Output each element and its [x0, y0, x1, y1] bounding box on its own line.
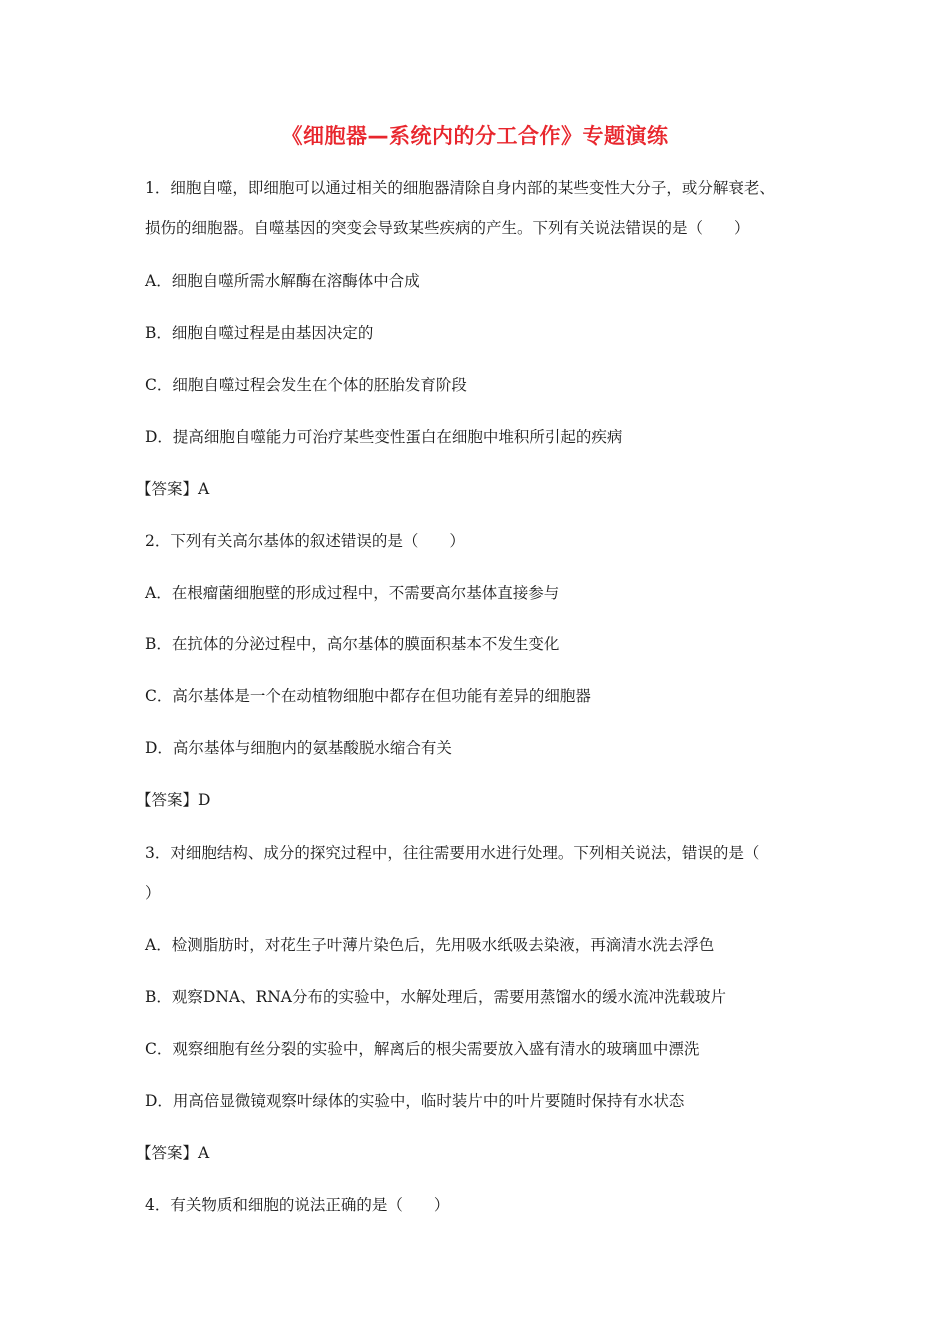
question-stem-line: 4．有关物质和细胞的说法正确的是（ ） [145, 1196, 450, 1214]
option-c: C．高尔基体是一个在动植物细胞中都存在但功能有差异的细胞器 [145, 687, 591, 705]
option-d: D．用高倍显微镜观察叶绿体的实验中，临时装片中的叶片要随时保持有水状态 [145, 1092, 685, 1110]
option-b: B．在抗体的分泌过程中，高尔基体的膜面积基本不发生变化 [145, 635, 560, 653]
question-stem-line: 2．下列有关高尔基体的叙述错误的是（ ） [145, 532, 465, 550]
question-stem-line: ） [145, 884, 161, 902]
option-b: B．观察DNA、RNA分布的实验中，水解处理后，需要用蒸馏水的缓水流冲洗载玻片 [145, 988, 727, 1006]
page-title: 《细胞器—系统内的分工合作》专题演练 [281, 124, 669, 148]
question-stem-line: 1．细胞自噬，即细胞可以通过相关的细胞器清除自身内部的某些变性大分子，或分解衰老、 [145, 179, 775, 197]
option-b: B．细胞自噬过程是由基因决定的 [145, 324, 374, 342]
option-c: C．观察细胞有丝分裂的实验中，解离后的根尖需要放入盛有清水的玻璃皿中漂洗 [145, 1040, 700, 1058]
answer: 【答案】A [136, 1144, 210, 1162]
option-a: A．细胞自噬所需水解酶在溶酶体中合成 [145, 272, 420, 290]
question-stem-line: 损伤的细胞器。自噬基因的突变会导致某些疾病的产生。下列有关说法错误的是（ ） [145, 219, 750, 237]
option-a: A．检测脂肪时，对花生子叶薄片染色后，先用吸水纸吸去染液，再滴清水洗去浮色 [145, 936, 715, 954]
option-c: C．细胞自噬过程会发生在个体的胚胎发育阶段 [145, 376, 467, 394]
question-stem-line: 3．对细胞结构、成分的探究过程中，往往需要用水进行处理。下列相关说法，错误的是（ [145, 844, 760, 862]
option-d: D．提高细胞自噬能力可治疗某些变性蛋白在细胞中堆积所引起的疾病 [145, 428, 623, 446]
option-d: D．高尔基体与细胞内的氨基酸脱水缩合有关 [145, 739, 452, 757]
answer: 【答案】A [136, 480, 210, 498]
answer: 【答案】D [136, 791, 211, 809]
option-a: A．在根瘤菌细胞壁的形成过程中，不需要高尔基体直接参与 [145, 584, 560, 602]
